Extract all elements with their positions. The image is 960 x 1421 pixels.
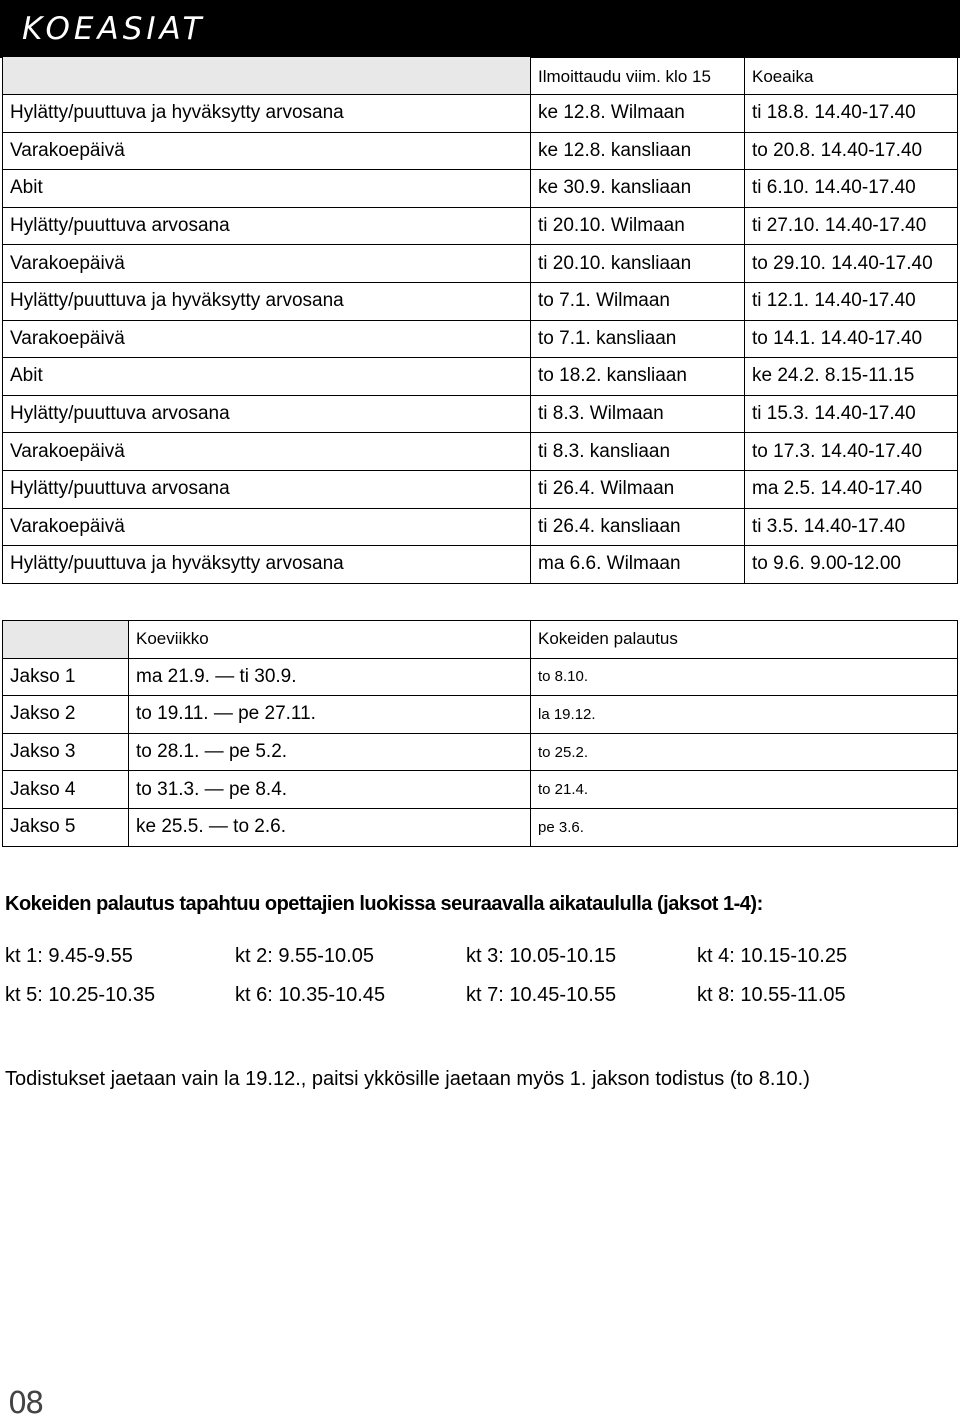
table-row [3, 696, 958, 734]
cell-register: ti 8.3. kansliaan [531, 433, 745, 471]
table-row [3, 207, 958, 245]
cell-return: to 25.2. [531, 733, 958, 771]
cell-register: ti 20.10. kansliaan [531, 245, 745, 283]
cell-register: to 7.1. kansliaan [531, 320, 745, 358]
cell-register: ti 26.4. kansliaan [531, 508, 745, 546]
return-time-slots [5, 945, 935, 1023]
cell-exam-time: ti 12.1. 14.40-17.40 [745, 282, 958, 320]
cell-register: ti 26.4. Wilmaan [531, 470, 745, 508]
return-slot: kt 4: 10.15-10.25 [697, 945, 848, 967]
header-exam-time: Koeaika [745, 57, 958, 95]
cell-exam-time: ti 6.10. 14.40-17.40 [745, 170, 958, 208]
cell-exam-time: ti 27.10. 14.40-17.40 [745, 207, 958, 245]
return-slot: kt 2: 9.55-10.05 [235, 945, 374, 967]
table-row [3, 733, 958, 771]
table-row [3, 395, 958, 433]
cell-exam-time: ti 18.8. 14.40-17.40 [745, 95, 958, 133]
exam-schedule-table [2, 56, 958, 584]
cell-period: Jakso 5 [3, 808, 129, 846]
cell-return: to 21.4. [531, 771, 958, 809]
cell-register: to 7.1. Wilmaan [531, 282, 745, 320]
cell-subject: Varakoepäivä [3, 245, 531, 283]
cell-register: ke 30.9. kansliaan [531, 170, 745, 208]
cell-subject: Hylätty/puuttuva arvosana [3, 395, 531, 433]
cell-exam-week: ma 21.9. — ti 30.9. [129, 658, 531, 696]
return-slot: kt 3: 10.05-10.15 [466, 945, 617, 967]
slot-row [5, 945, 935, 984]
cell-subject: Hylätty/puuttuva arvosana [3, 207, 531, 245]
header-period [3, 621, 129, 659]
cell-subject: Abit [3, 358, 531, 396]
return-schedule-heading: Kokeiden palautus tapahtuu opettajien luokissa seuraavalla aikataululla (jaksot 1-4): [5, 893, 763, 915]
return-slot: kt 5: 10.25-10.35 [5, 984, 156, 1006]
cell-period: Jakso 3 [3, 733, 129, 771]
header-return: Kokeiden palautus [531, 621, 958, 659]
cell-subject: Hylätty/puuttuva ja hyväksytty arvosana [3, 282, 531, 320]
cell-exam-time: ti 15.3. 14.40-17.40 [745, 395, 958, 433]
cell-exam-time: ma 2.5. 14.40-17.40 [745, 470, 958, 508]
return-slot: kt 8: 10.55-11.05 [697, 984, 846, 1006]
cell-return: la 19.12. [531, 696, 958, 734]
cell-subject: Varakoepäivä [3, 320, 531, 358]
cell-return: pe 3.6. [531, 808, 958, 846]
cell-subject: Hylätty/puuttuva ja hyväksytty arvosana [3, 546, 531, 584]
cell-period: Jakso 1 [3, 658, 129, 696]
cell-period: Jakso 2 [3, 696, 129, 734]
cell-subject: Abit [3, 170, 531, 208]
cell-subject: Hylätty/puuttuva arvosana [3, 470, 531, 508]
table-row [3, 282, 958, 320]
table-row [3, 808, 958, 846]
return-slot: kt 1: 9.45-9.55 [5, 945, 133, 967]
table-row [3, 245, 958, 283]
cell-period: Jakso 4 [3, 771, 129, 809]
slot-row [5, 984, 935, 1023]
table-row [3, 320, 958, 358]
header-register-deadline: Ilmoittaudu viim. klo 15 [531, 57, 745, 95]
cell-exam-time: to 20.8. 14.40-17.40 [745, 132, 958, 170]
cell-register: ti 20.10. Wilmaan [531, 207, 745, 245]
cell-exam-time: to 29.10. 14.40-17.40 [745, 245, 958, 283]
page-number: 08 [8, 1386, 43, 1421]
cell-subject: Varakoepäivä [3, 508, 531, 546]
table-row [3, 95, 958, 133]
week-table-header-row [3, 621, 958, 659]
table-row [3, 358, 958, 396]
page-banner [0, 0, 960, 58]
cell-exam-time: to 14.1. 14.40-17.40 [745, 320, 958, 358]
certificate-note: Todistukset jaetaan vain la 19.12., paitsi ykkösille jaetaan myös 1. jakson todistus (to 8.10.) [5, 1068, 810, 1090]
exam-table-header-row [3, 57, 958, 95]
cell-register: ke 12.8. kansliaan [531, 132, 745, 170]
table-row [3, 508, 958, 546]
cell-subject: Varakoepäivä [3, 433, 531, 471]
return-slot: kt 6: 10.35-10.45 [235, 984, 386, 1006]
cell-register: to 18.2. kansliaan [531, 358, 745, 396]
header-subject [3, 57, 531, 95]
table-row [3, 658, 958, 696]
table-row [3, 132, 958, 170]
banner-title: KOEASIAT [22, 11, 206, 47]
cell-subject: Varakoepäivä [3, 132, 531, 170]
cell-exam-time: ke 24.2. 8.15-11.15 [745, 358, 958, 396]
cell-register: ma 6.6. Wilmaan [531, 546, 745, 584]
cell-subject: Hylätty/puuttuva ja hyväksytty arvosana [3, 95, 531, 133]
cell-register: ke 12.8. Wilmaan [531, 95, 745, 133]
table-row [3, 170, 958, 208]
table-row [3, 771, 958, 809]
cell-return: to 8.10. [531, 658, 958, 696]
return-slot: kt 7: 10.45-10.55 [466, 984, 617, 1006]
cell-exam-week: to 28.1. — pe 5.2. [129, 733, 531, 771]
cell-exam-time: ti 3.5. 14.40-17.40 [745, 508, 958, 546]
header-exam-week: Koeviikko [129, 621, 531, 659]
cell-exam-time: to 17.3. 14.40-17.40 [745, 433, 958, 471]
exam-week-table [2, 620, 958, 847]
cell-register: ti 8.3. Wilmaan [531, 395, 745, 433]
cell-exam-time: to 9.6. 9.00-12.00 [745, 546, 958, 584]
cell-exam-week: to 19.11. — pe 27.11. [129, 696, 531, 734]
table-row [3, 470, 958, 508]
cell-exam-week: ke 25.5. — to 2.6. [129, 808, 531, 846]
cell-exam-week: to 31.3. — pe 8.4. [129, 771, 531, 809]
table-row [3, 433, 958, 471]
table-row [3, 546, 958, 584]
